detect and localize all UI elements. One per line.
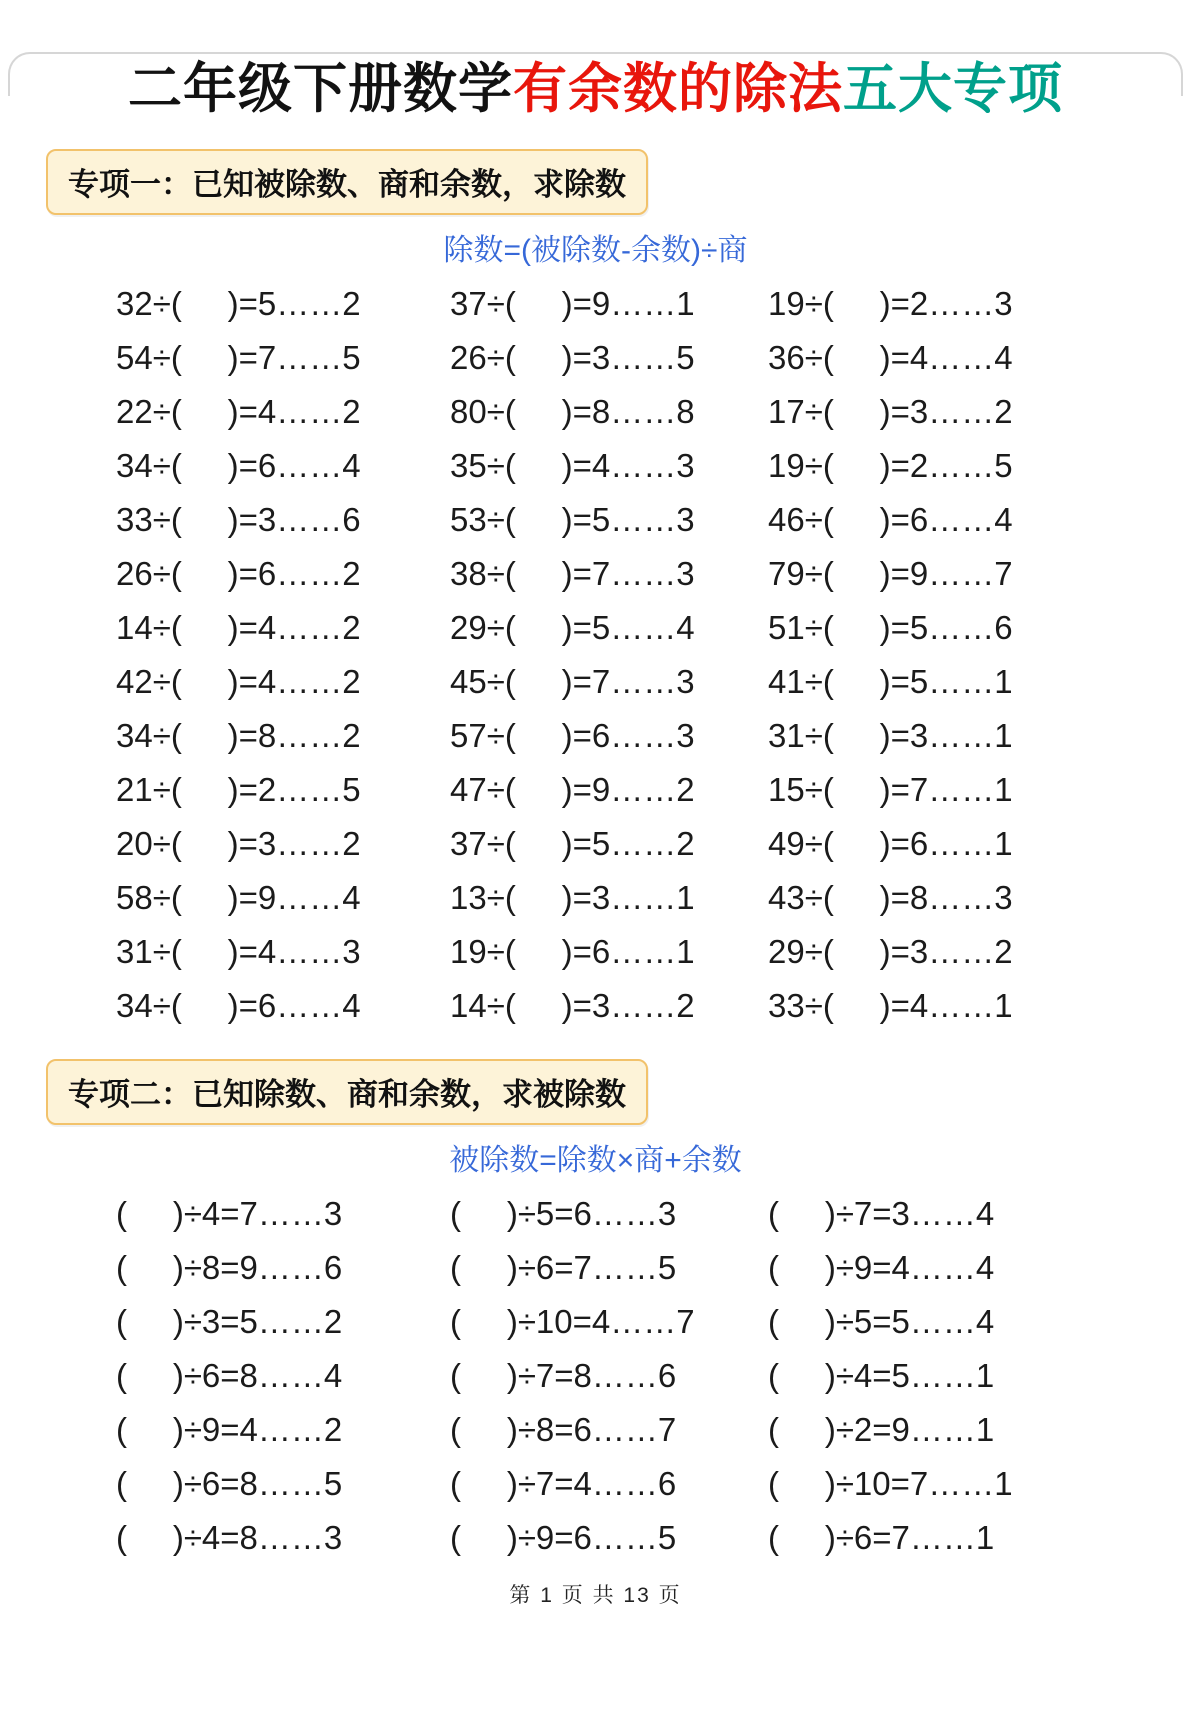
problem: 33÷( )=3……6 bbox=[116, 501, 361, 538]
problem: 79÷( )=9……7 bbox=[768, 555, 1013, 592]
problem: 34÷( )=8……2 bbox=[116, 717, 361, 754]
problem: 46÷( )=6……4 bbox=[768, 501, 1013, 538]
problem: 31÷( )=3……1 bbox=[768, 717, 1013, 754]
problem: ( )÷10=7……1 bbox=[768, 1465, 1013, 1502]
problem: ( )÷4=8……3 bbox=[116, 1519, 343, 1556]
problem: 33÷( )=4……1 bbox=[768, 987, 1013, 1024]
problem: 20÷( )=3……2 bbox=[116, 825, 361, 862]
problem: 26÷( )=3……5 bbox=[450, 339, 695, 376]
problem: ( )÷8=6……7 bbox=[450, 1411, 677, 1448]
problem: ( )÷9=6……5 bbox=[450, 1519, 677, 1556]
problem: ( )÷9=4……4 bbox=[768, 1249, 995, 1286]
section1-header-label: 专项一：已知被除数、商和余数，求除数 bbox=[68, 167, 626, 202]
section-1-find-divisor bbox=[0, 123, 1191, 1033]
problem: ( )÷2=9……1 bbox=[768, 1411, 995, 1448]
problem: 42÷( )=4……2 bbox=[116, 663, 361, 700]
problem: ( )÷4=7……3 bbox=[116, 1195, 343, 1232]
problem: ( )÷6=8……5 bbox=[116, 1465, 343, 1502]
problem: ( )÷6=8……4 bbox=[116, 1357, 343, 1394]
section1-formula: 除数=(被除数-余数)÷商 bbox=[443, 234, 748, 267]
problem: ( )÷4=5……1 bbox=[768, 1357, 995, 1394]
page-number: 第 1 页 共 13 页 bbox=[509, 1584, 682, 1607]
problem: 41÷( )=5……1 bbox=[768, 663, 1013, 700]
problem: 17÷( )=3……2 bbox=[768, 393, 1013, 430]
problem: 19÷( )=2……5 bbox=[768, 447, 1013, 484]
problem: 34÷( )=6……4 bbox=[116, 987, 361, 1024]
section1-header-badge bbox=[46, 149, 648, 215]
problem: 47÷( )=9……2 bbox=[450, 771, 695, 808]
problem: ( )÷3=5……2 bbox=[116, 1303, 343, 1340]
problem: 26÷( )=6……2 bbox=[116, 555, 361, 592]
worksheet-page bbox=[0, 46, 1191, 1609]
problem: 35÷( )=4……3 bbox=[450, 447, 695, 484]
section1-problems-grid bbox=[0, 277, 1191, 1033]
problem: 22÷( )=4……2 bbox=[116, 393, 361, 430]
section2-formula: 被除数=除数×商+余数 bbox=[449, 1144, 742, 1177]
problem: 32÷( )=5……2 bbox=[116, 285, 361, 322]
problem: 80÷( )=8……8 bbox=[450, 393, 695, 430]
problem: ( )÷7=8……6 bbox=[450, 1357, 677, 1394]
problem: ( )÷6=7……1 bbox=[768, 1519, 995, 1556]
title-part-topic: 有余数的除法 bbox=[513, 59, 843, 119]
problem: 31÷( )=4……3 bbox=[116, 933, 361, 970]
title-part-grade: 二年级下册数学 bbox=[128, 59, 513, 119]
problem: 14÷( )=4……2 bbox=[116, 609, 361, 646]
problem: 34÷( )=6……4 bbox=[116, 447, 361, 484]
problem: 58÷( )=9……4 bbox=[116, 879, 361, 916]
problem: 38÷( )=7……3 bbox=[450, 555, 695, 592]
section2-problems-grid bbox=[0, 1187, 1191, 1565]
section2-header-label: 专项二：已知除数、商和余数，求被除数 bbox=[68, 1077, 626, 1112]
problem: 45÷( )=7……3 bbox=[450, 663, 695, 700]
problem: 14÷( )=3……2 bbox=[450, 987, 695, 1024]
problem: ( )÷5=6……3 bbox=[450, 1195, 677, 1232]
problem: 49÷( )=6……1 bbox=[768, 825, 1013, 862]
problem: 43÷( )=8……3 bbox=[768, 879, 1013, 916]
problem: 37÷( )=5……2 bbox=[450, 825, 695, 862]
section-2-find-dividend bbox=[0, 1033, 1191, 1565]
problem: 37÷( )=9……1 bbox=[450, 285, 695, 322]
title-part-specials: 五大专项 bbox=[843, 59, 1063, 119]
problem: 36÷( )=4……4 bbox=[768, 339, 1013, 376]
problem: ( )÷5=5……4 bbox=[768, 1303, 995, 1340]
problem: 57÷( )=6……3 bbox=[450, 717, 695, 754]
problem: 29÷( )=3……2 bbox=[768, 933, 1013, 970]
problem: 15÷( )=7……1 bbox=[768, 771, 1013, 808]
problem: 53÷( )=5……3 bbox=[450, 501, 695, 538]
problem: 51÷( )=5……6 bbox=[768, 609, 1013, 646]
problem: ( )÷6=7……5 bbox=[450, 1249, 677, 1286]
problem: 29÷( )=5……4 bbox=[450, 609, 695, 646]
section2-header-badge bbox=[46, 1059, 648, 1125]
problem: ( )÷10=4……7 bbox=[450, 1303, 695, 1340]
problem: 13÷( )=3……1 bbox=[450, 879, 695, 916]
problem: ( )÷7=3……4 bbox=[768, 1195, 995, 1232]
problem: 21÷( )=2……5 bbox=[116, 771, 361, 808]
problem: ( )÷8=9……6 bbox=[116, 1249, 343, 1286]
page-title bbox=[0, 46, 1191, 123]
problem: ( )÷9=4……2 bbox=[116, 1411, 343, 1448]
problem: 54÷( )=7……5 bbox=[116, 339, 361, 376]
problem: 19÷( )=6……1 bbox=[450, 933, 695, 970]
problem: ( )÷7=4……6 bbox=[450, 1465, 677, 1502]
problem: 19÷( )=2……3 bbox=[768, 285, 1013, 322]
